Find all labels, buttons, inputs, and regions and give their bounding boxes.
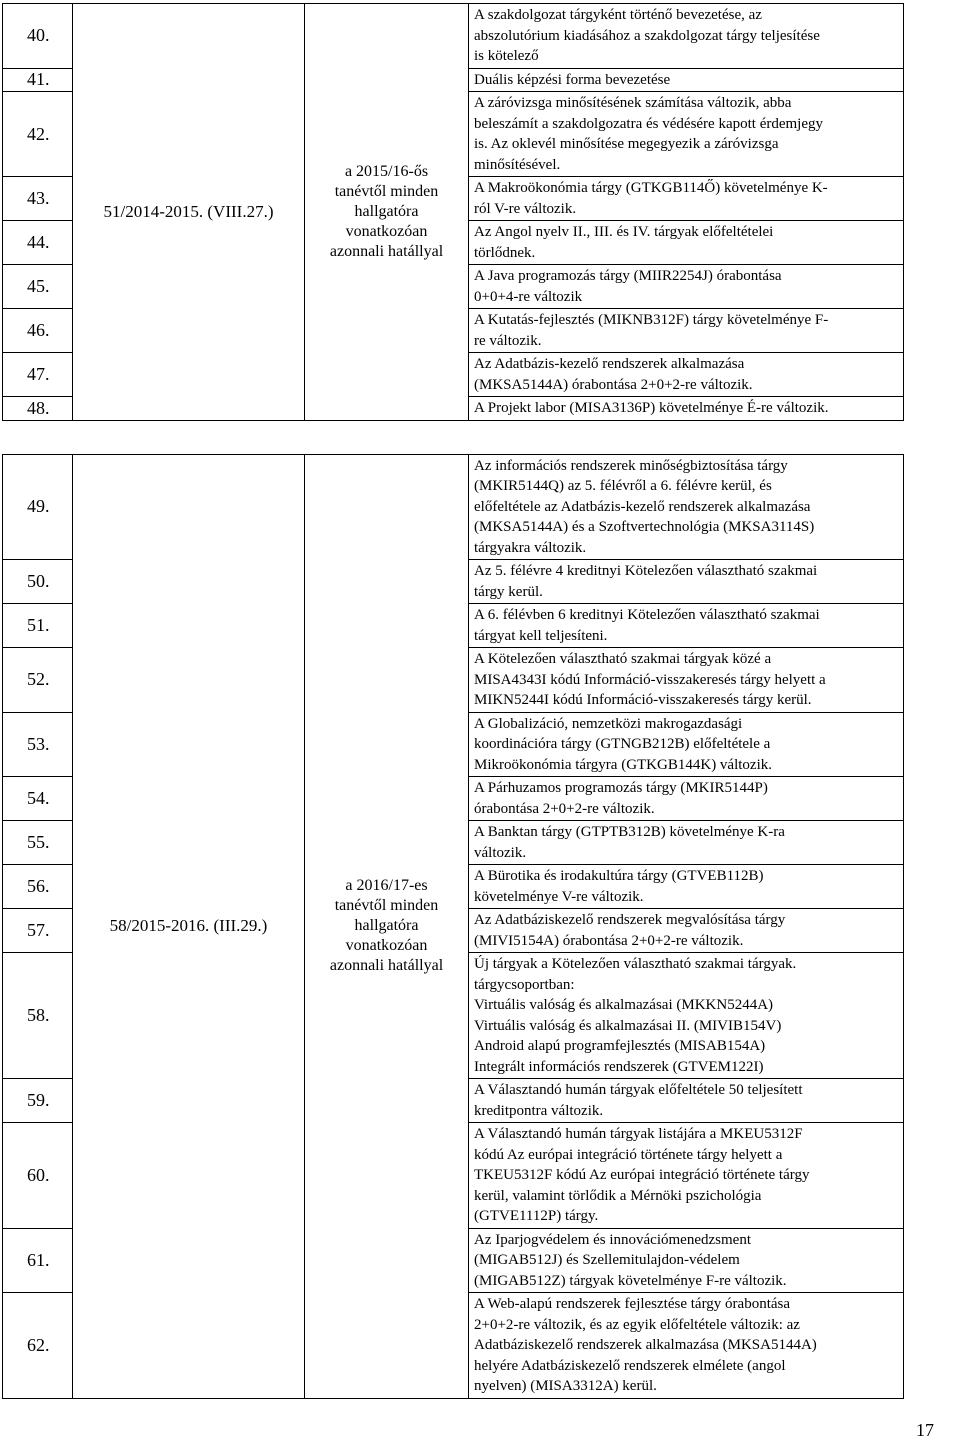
description-line: koordinációra tárgy (GTNGB212B) előfeltétele a [474,736,771,752]
description-line: követelménye V-re változik. [474,888,644,905]
description-line: (MKSA5144A) és a Szoftvertechnológia (MKSA3114S) [474,519,815,535]
effective-line: a 2015/16-ős [344,162,429,180]
item-number: 56. [3,865,73,909]
item-number: 61. [3,1228,73,1293]
description-line: A Választandó humán tárgyak előfeltétele 50 teljesített [474,1082,803,1098]
item-number: 49. [3,454,73,560]
effective-line: vonatkozóan [345,937,428,954]
description-line: Adatbáziskezelő rendszerek alkalmazása (MKSA5144A) [474,1337,817,1353]
description-line: A 6. félévben 6 kreditnyi Kötelezően választható szakmai [474,607,820,623]
description-line: törlődnek. [474,244,536,261]
item-number: 43. [3,177,73,221]
item-number: 53. [3,712,73,777]
description-line: MISA4343I kódú Információ-visszakeresés tárgy helyett a [474,671,826,688]
item-description [469,1079,904,1123]
description-line: Duális képzési forma bevezetése [474,71,671,88]
item-description [469,92,904,177]
item-description [469,4,904,69]
description-line: órabontása 2+0+2-re változik. [474,800,655,817]
effective-line: vonatkozóan [345,222,428,240]
item-number: 50. [3,560,73,604]
resolution-cell: 51/2014-2015. (VIII.27.) [73,4,305,421]
item-number: 57. [3,909,73,953]
item-description [469,865,904,909]
description-line: A Makroökonómia tárgy (GTKGB114Ő) követelménye K- [474,180,828,196]
description-line: Virtuális valóság és alkalmazásai (MKKN5244A) [474,997,774,1013]
description-line: abszolutórium kiadásához a szakdolgozat tárgy teljesítése [474,27,820,44]
item-number: 40. [3,4,73,69]
description-line: tárgyakra változik. [474,539,587,556]
effective-cell [305,454,469,1398]
description-line: (MIGAB512Z) tárgyak követelménye F-re változik. [474,1272,787,1289]
item-number: 45. [3,265,73,309]
description-line: Az információs rendszerek minőségbiztosítása tárgy [474,457,788,474]
modifications-table-body [3,4,904,1399]
effective-line: hallgatóra [354,917,419,934]
item-number: 44. [3,221,73,265]
description-line: tárgycsoportban: [474,976,575,993]
description-line: Virtuális valóság és alkalmazásai II. (MIVIB154V) [474,1017,782,1034]
resolution-cell: 58/2015-2016. (III.29.) [73,454,305,1398]
item-number: 46. [3,309,73,353]
description-line: is. Az oklevél minősítése megegyezik a záróvizsga [474,136,779,152]
effective-line: tanévtől minden [334,182,439,200]
description-line: A Kutatás-fejlesztés (MIKNB312F) tárgy követelménye F- [474,312,829,328]
group-separator [3,420,904,454]
effective-line: tanévtől minden [334,897,439,914]
item-number: 55. [3,821,73,865]
description-line: Integrált információs rendszerek (GTVEM122I) [474,1058,764,1075]
description-line: Az Adatbázis-kezelő rendszerek alkalmazása [474,356,745,372]
item-number: 47. [3,353,73,397]
description-line: Mikroökonómia tárgyra (GTKGB144K) változik. [474,756,773,773]
item-number: 41. [3,68,73,92]
description-line: (MKIR5144Q) az 5. félévről a 6. félévre kerül, és [474,478,772,494]
description-line: A Globalizáció, nemzetközi makrogazdasági [474,715,743,732]
item-description [469,1293,904,1399]
item-number: 51. [3,604,73,648]
description-line: kódú Az európai integráció története tárgy helyett a [474,1146,783,1163]
item-description [469,177,904,221]
description-line: A Banktan tárgy (GTPTB312B) követelménye K-ra [474,824,785,840]
item-description [469,821,904,865]
item-description [469,265,904,309]
description-line: kreditpontra változik. [474,1102,604,1119]
description-line: (MKSA5144A) órabontása 2+0+2-re változik. [474,376,753,393]
description-line: beleszámít a szakdolgozatra és védésére kapott érdemjegy [474,115,824,132]
item-description [469,221,904,265]
effective-line: azonnali hatállyal [329,957,444,974]
item-number: 48. [3,397,73,421]
description-line: MIKN5244I kódú Információ-visszakeresés tárgy kerül. [474,692,812,708]
item-number: 62. [3,1293,73,1399]
description-line: A Bürotika és irodakultúra tárgy (GTVEB112B) [474,868,764,884]
description-line: A Választandó humán tárgyak listájára a MKEU5312F [474,1126,803,1142]
description-line: Az 5. félévre 4 kreditnyi Kötelezően választható szakmai [474,563,818,579]
description-line: 2+0+2-re változik, és az egyik előfeltétele változik: az [474,1316,800,1333]
description-line: tárgyat kell teljesíteni. [474,627,608,644]
effective-line: hallgatóra [354,202,419,220]
description-line: helyére Adatbáziskezelő rendszerek elmélete (angol [474,1357,786,1374]
item-description [469,397,904,421]
item-number: 59. [3,1079,73,1123]
item-description [469,648,904,713]
description-line: minősítésével. [474,156,561,173]
table-row [3,4,904,69]
description-line: tárgy kerül. [474,583,543,600]
item-number: 54. [3,777,73,821]
description-line: (GTVE1112P) tárgy. [474,1208,599,1224]
item-description [469,353,904,397]
description-line: Az Angol nyelv II., III. és IV. tárgyak előfeltételei [474,224,774,240]
description-line: ról V-re változik. [474,200,577,217]
effective-line: a 2016/17-es [345,877,428,894]
item-description [469,560,904,604]
description-line: Az Iparjogvédelem és innovációmenedzsment [474,1231,751,1248]
item-number: 52. [3,648,73,713]
item-description [469,712,904,777]
description-line: A Java programozás tárgy (MIIR2254J) órabontása [474,268,782,284]
item-description [469,909,904,953]
description-line: A szakdolgozat tárgyként történő bevezetése, az [474,7,762,23]
item-description [469,1123,904,1229]
item-number: 42. [3,92,73,177]
description-line: (MIGAB512J) és Szellemitulajdon-védelem [474,1252,740,1268]
effective-line: azonnali hatállyal [329,242,444,260]
item-number: 58. [3,953,73,1079]
description-line: TKEU5312F kódú Az európai integráció története tárgy [474,1167,810,1183]
description-line: Az Adatbáziskezelő rendszerek megvalósítása tárgy [474,912,786,928]
description-line: A Kötelezően választható szakmai tárgyak közé a [474,651,772,667]
description-line: kerül, valamint törlődik a Mérnöki pszichológia [474,1187,762,1204]
item-description [469,309,904,353]
effective-cell [305,4,469,421]
page-number: 17 [916,1420,934,1440]
item-description [469,953,904,1079]
description-line: 0+0+4-re változik [474,288,583,305]
table-row [3,454,904,560]
description-line: A Projekt labor (MISA3136P) követelménye É-re változik. [474,400,829,416]
description-line: A Web-alapú rendszerek fejlesztése tárgy órabontása [474,1296,791,1312]
description-line: Android alapú programfejlesztés (MISAB154A) [474,1038,766,1054]
description-line: A záróvizsga minősítésének számítása változik, abba [474,95,792,111]
description-line: Új tárgyak a Kötelezően választható szakmai tárgyak. [474,956,797,972]
description-line: előfeltétele az Adatbázis-kezelő rendszerek alkalmazása [474,498,811,515]
description-line: is kötelező [474,48,539,64]
description-line: (MIVI5154A) órabontása 2+0+2-re változik. [474,932,744,949]
item-number: 60. [3,1123,73,1229]
description-line: nyelven) (MISA3312A) kerül. [474,1378,657,1394]
description-line: re változik. [474,332,542,349]
modifications-table [2,3,904,1399]
item-description [469,604,904,648]
item-description [469,777,904,821]
description-line: A Párhuzamos programozás tárgy (MKIR5144P) [474,780,768,796]
item-description [469,1228,904,1293]
item-description [469,68,904,92]
item-description [469,454,904,560]
description-line: változik. [474,844,527,861]
